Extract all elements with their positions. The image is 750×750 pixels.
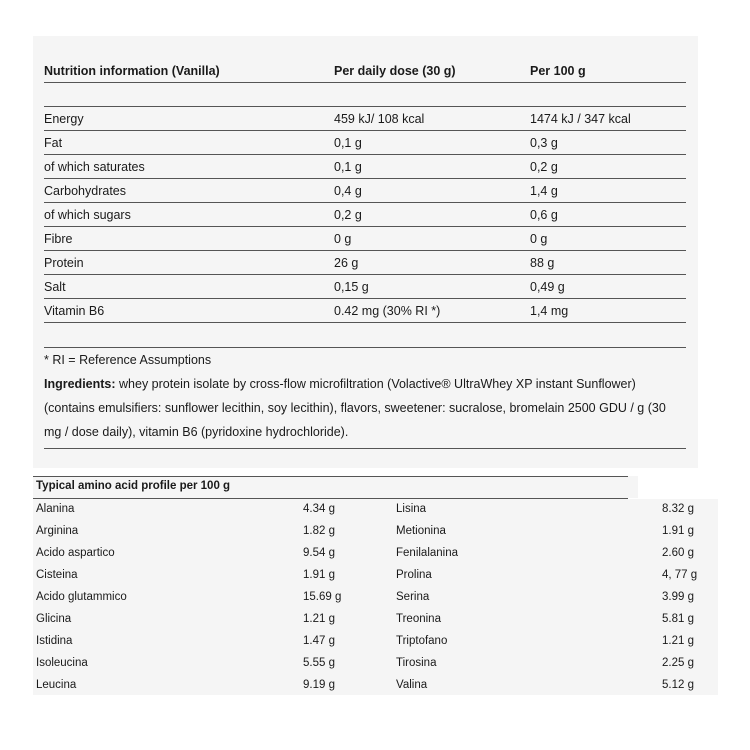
amino-value: 1.47 g xyxy=(303,635,335,647)
amino-value: 4, 77 g xyxy=(662,569,698,581)
nutrient-dose: 0,15 g xyxy=(334,275,530,299)
header-per-dose: Per daily dose (30 g) xyxy=(334,60,530,83)
amino-value: 5.55 g xyxy=(303,657,335,669)
nutrient-per100: 0,3 g xyxy=(530,131,686,155)
amino-value: 5.81 g xyxy=(662,613,694,625)
table-row xyxy=(44,155,686,179)
amino-name: Leucina xyxy=(36,679,77,691)
amino-name: Istidina xyxy=(36,635,73,647)
nutrient-dose: 0,2 g xyxy=(334,203,530,227)
ingredients xyxy=(44,372,686,449)
ingredients-text: whey protein isolate by cross-flow microfiltration (Volactive® UltraWhey XP instant Sunflower) (contains emulsifiers: sunflower lecithin, soy lecithin), flavors, sweetener: sucralose, bromelain 2500 GDU / g (30 mg / dose daily), vitamin B6 (pyridoxine hydrochloride). xyxy=(44,377,666,439)
footnote: * RI = Reference Assumptions xyxy=(44,347,686,372)
amino-name: Fenilalanina xyxy=(396,547,459,559)
header-per-100g: Per 100 g xyxy=(530,60,686,83)
nutrient-dose: 0,1 g xyxy=(334,131,530,155)
amino-value: 9.19 g xyxy=(303,679,335,691)
amino-name: Metionina xyxy=(396,525,446,537)
amino-name: Isoleucina xyxy=(36,657,88,669)
nutrient-name: Carbohydrates xyxy=(44,179,334,203)
ingredients-label: Ingredients: xyxy=(44,377,116,391)
table-row xyxy=(33,609,718,631)
table-row xyxy=(44,107,686,131)
amino-name: Arginina xyxy=(36,525,79,537)
table-row xyxy=(33,565,718,587)
amino-name: Lisina xyxy=(396,503,427,515)
table-row xyxy=(44,203,686,227)
amino-value: 4.34 g xyxy=(303,503,335,515)
nutrient-dose: 459 kJ/ 108 kcal xyxy=(334,107,530,131)
amino-value: 5.12 g xyxy=(662,679,694,691)
amino-value: 9.54 g xyxy=(303,547,335,559)
table-row xyxy=(33,653,718,675)
nutrient-name: of which saturates xyxy=(44,155,334,179)
table-row xyxy=(33,499,718,521)
nutrient-name: Energy xyxy=(44,107,334,131)
spacer-row xyxy=(44,83,686,107)
nutrient-per100: 0,49 g xyxy=(530,275,686,299)
amino-name: Glicina xyxy=(36,613,72,625)
nutrient-dose: 0,1 g xyxy=(334,155,530,179)
table-row xyxy=(44,251,686,275)
nutrient-dose: 0,4 g xyxy=(334,179,530,203)
amino-name: Acido aspartico xyxy=(36,547,115,559)
amino-name: Treonina xyxy=(396,613,441,625)
nutrient-dose: 0 g xyxy=(334,227,530,251)
nutrient-dose: 0.42 mg (30% RI *) xyxy=(334,299,530,323)
amino-name: Triptofano xyxy=(396,635,448,647)
table-row xyxy=(33,631,718,653)
amino-name: Serina xyxy=(396,591,430,603)
nutrition-header-row xyxy=(44,60,686,83)
nutrient-name: Protein xyxy=(44,251,334,275)
table-row xyxy=(44,275,686,299)
table-row xyxy=(33,521,718,543)
nutrient-per100: 0,2 g xyxy=(530,155,686,179)
amino-value: 1.82 g xyxy=(303,525,335,537)
amino-name: Cisteina xyxy=(36,569,78,581)
amino-value: 15.69 g xyxy=(303,591,342,603)
amino-name: Valina xyxy=(396,679,428,691)
amino-value: 1.91 g xyxy=(303,569,335,581)
amino-value: 1.91 g xyxy=(662,525,694,537)
table-row xyxy=(44,131,686,155)
nutrition-notes xyxy=(44,347,686,449)
nutrient-name: Salt xyxy=(44,275,334,299)
amino-value: 2.60 g xyxy=(662,547,694,559)
amino-name: Tirosina xyxy=(396,657,437,669)
amino-table xyxy=(33,499,718,695)
nutrient-name: Fibre xyxy=(44,227,334,251)
nutrient-name: Fat xyxy=(44,131,334,155)
amino-value: 1.21 g xyxy=(662,635,694,647)
nutrient-per100: 1474 kJ / 347 kcal xyxy=(530,107,686,131)
nutrient-name: of which sugars xyxy=(44,203,334,227)
amino-title: Typical amino acid profile per 100 g xyxy=(36,480,231,492)
nutrition-table xyxy=(44,60,686,323)
nutrient-per100: 0 g xyxy=(530,227,686,251)
table-row xyxy=(44,179,686,203)
nutrient-dose: 26 g xyxy=(334,251,530,275)
nutrient-per100: 88 g xyxy=(530,251,686,275)
amino-value: 3.99 g xyxy=(662,591,694,603)
divider xyxy=(33,476,628,477)
table-row xyxy=(44,299,686,323)
table-row xyxy=(33,543,718,565)
nutrient-name: Vitamin B6 xyxy=(44,299,334,323)
table-row xyxy=(33,587,718,609)
amino-value: 2.25 g xyxy=(662,657,694,669)
amino-name: Alanina xyxy=(36,503,75,515)
amino-value: 1.21 g xyxy=(303,613,335,625)
nutrient-per100: 1,4 g xyxy=(530,179,686,203)
amino-name: Acido glutammico xyxy=(36,591,127,603)
amino-value: 8.32 g xyxy=(662,503,694,515)
table-row xyxy=(44,227,686,251)
table-row xyxy=(33,675,718,697)
nutrient-per100: 0,6 g xyxy=(530,203,686,227)
nutrient-per100: 1,4 mg xyxy=(530,299,686,323)
header-nutrient: Nutrition information (Vanilla) xyxy=(44,60,334,83)
amino-name: Prolina xyxy=(396,569,432,581)
